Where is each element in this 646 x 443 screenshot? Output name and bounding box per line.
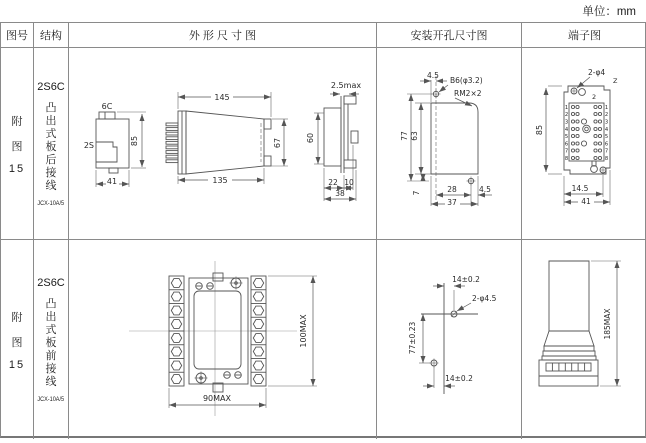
- relay-tower: [544, 261, 594, 346]
- pin-numbers-left: [565, 105, 569, 162]
- mount-char: 式: [45, 323, 57, 336]
- fig-char: 附: [11, 311, 23, 324]
- row2-install-cell: [377, 240, 522, 439]
- row2-outline-cell: [69, 240, 377, 439]
- dim-185max-label: 185MAX: [603, 308, 612, 340]
- svg-text:8: 8: [604, 156, 609, 162]
- model-label: 2S6C: [37, 80, 65, 93]
- svg-text:4: 4: [604, 127, 609, 133]
- dim-14-top-label: 14±0.2: [452, 275, 480, 284]
- row2-terminal-drawing: [522, 240, 646, 439]
- relay-code: JCX-10A/5: [37, 395, 65, 403]
- terminal-base: [539, 360, 598, 386]
- dim-85-label: 85: [535, 124, 544, 136]
- pin-numbers-right: [605, 105, 609, 162]
- mount-char: 线: [45, 375, 57, 388]
- fig-number: 15: [8, 358, 26, 371]
- holes-spec-label: 2-φ4.5: [472, 294, 497, 303]
- row1-install-cell: [377, 48, 522, 240]
- mount-char: 凸: [45, 297, 57, 310]
- front-view: [166, 92, 288, 185]
- header-terminal: [522, 23, 646, 48]
- svg-text:7: 7: [604, 148, 609, 155]
- hole-spec-label: B6(φ3.2): [450, 76, 483, 85]
- dim-37-label: 37: [447, 198, 457, 207]
- mount-char: 线: [45, 179, 57, 192]
- dim-85-label: 85: [130, 135, 139, 147]
- mount-char: 式: [45, 127, 57, 140]
- dimension-table: [0, 22, 646, 438]
- svg-text:2: 2: [604, 112, 609, 118]
- dim-7-label: 7: [412, 190, 421, 196]
- side-view: [84, 102, 146, 187]
- dim-63-label: 63: [410, 131, 419, 141]
- mount-char: 出: [45, 310, 57, 323]
- svg-text:5: 5: [564, 134, 569, 140]
- row1-install-drawing: [377, 48, 522, 240]
- row2-fig-no: [1, 240, 34, 439]
- row1-terminal-drawing: [522, 48, 646, 240]
- thread-spec-label: RM2×2: [454, 89, 482, 98]
- mount-holes-label: 2-φ4: [588, 68, 606, 77]
- svg-text:6: 6: [604, 141, 609, 148]
- dim-25max-label: 2.5max: [330, 81, 362, 90]
- fig-char: 图: [11, 140, 23, 153]
- header-structure-label: 结构: [40, 30, 62, 42]
- dim-6c-label: 6C: [101, 102, 113, 111]
- dim-145-label: 14.5: [571, 184, 589, 193]
- row2-install-drawing: [377, 240, 522, 439]
- mount-char: 板: [45, 140, 57, 153]
- row1-outline-drawing: [69, 48, 377, 240]
- dim-77-span-label: 77±0.23: [408, 321, 417, 355]
- top-2-label: 2: [592, 93, 597, 101]
- svg-text:1: 1: [564, 105, 569, 111]
- mount-char: 板: [45, 336, 57, 349]
- header-install-label: 安装开孔尺寸图: [410, 30, 488, 42]
- model-label: 2S6C: [37, 276, 65, 289]
- dim-145-label: 145: [214, 93, 230, 102]
- dim-22-label: 22: [328, 178, 338, 187]
- svg-text:1: 1: [604, 105, 609, 111]
- relay-code: JCX-10A/5: [37, 199, 65, 207]
- dim-41-label: 41: [581, 197, 591, 206]
- header-outline: [69, 23, 377, 48]
- header-terminal-label: 端子图: [568, 30, 601, 42]
- dim-45-top-label: 4.5: [427, 71, 439, 80]
- row1-outline-cell: [69, 48, 377, 240]
- row1-terminal-cell: [522, 48, 646, 240]
- dim-14-bottom-label: 14±0.2: [445, 374, 473, 383]
- dim-135-label: 135: [212, 176, 228, 185]
- dim-100max-label: 100MAX: [299, 314, 308, 348]
- dim-77-label: 77: [400, 131, 409, 141]
- svg-text:5: 5: [604, 134, 609, 140]
- svg-text:2: 2: [564, 112, 569, 118]
- terminal-pins: [571, 105, 601, 159]
- fig-char: 附: [11, 115, 23, 128]
- mount-char: 后: [45, 153, 57, 166]
- svg-text:7: 7: [564, 148, 569, 155]
- dim-38-label: 38: [335, 189, 345, 198]
- dim-2s-label: 2S: [83, 141, 94, 150]
- header-install: [377, 23, 522, 48]
- dim-90max-label: 90MAX: [202, 394, 232, 403]
- svg-text:3: 3: [604, 119, 609, 126]
- mount-char: 接: [45, 166, 57, 179]
- row1-structure: [34, 48, 69, 240]
- row1-fig-no: [1, 48, 34, 240]
- svg-text:8: 8: [564, 156, 569, 162]
- relay-body: [189, 273, 248, 392]
- mount-char: 凸: [45, 101, 57, 114]
- corner-z-label: Z: [613, 77, 618, 85]
- panel-view: [306, 81, 361, 201]
- dim-28-label: 28: [447, 185, 457, 194]
- terminal-block: [569, 103, 604, 161]
- dim-60-label: 60: [306, 132, 315, 144]
- svg-text:3: 3: [564, 119, 569, 126]
- header-fig-no: [1, 23, 34, 48]
- fig-number: 15: [8, 162, 26, 175]
- mount-char: 接: [45, 362, 57, 375]
- mount-char: 出: [45, 114, 57, 127]
- row2-terminal-cell: [522, 240, 646, 439]
- dim-41-label: 41: [106, 177, 118, 186]
- header-structure: [34, 23, 69, 48]
- fig-char: 图: [11, 336, 23, 349]
- row2-outline-drawing: [69, 240, 377, 439]
- mount-char: 前: [45, 349, 57, 362]
- svg-text:4: 4: [564, 127, 569, 133]
- header-outline-label: 外 形 尺 寸 图: [188, 30, 257, 42]
- header-fig-no-label: 图号: [6, 30, 28, 42]
- dim-67-label: 67: [273, 137, 282, 149]
- dim-10-label: 10: [344, 178, 354, 187]
- unit-label: 单位：mm: [582, 6, 636, 18]
- svg-text:6: 6: [564, 141, 569, 148]
- dim-45-right-label: 4.5: [479, 185, 491, 194]
- row2-structure: [34, 240, 69, 439]
